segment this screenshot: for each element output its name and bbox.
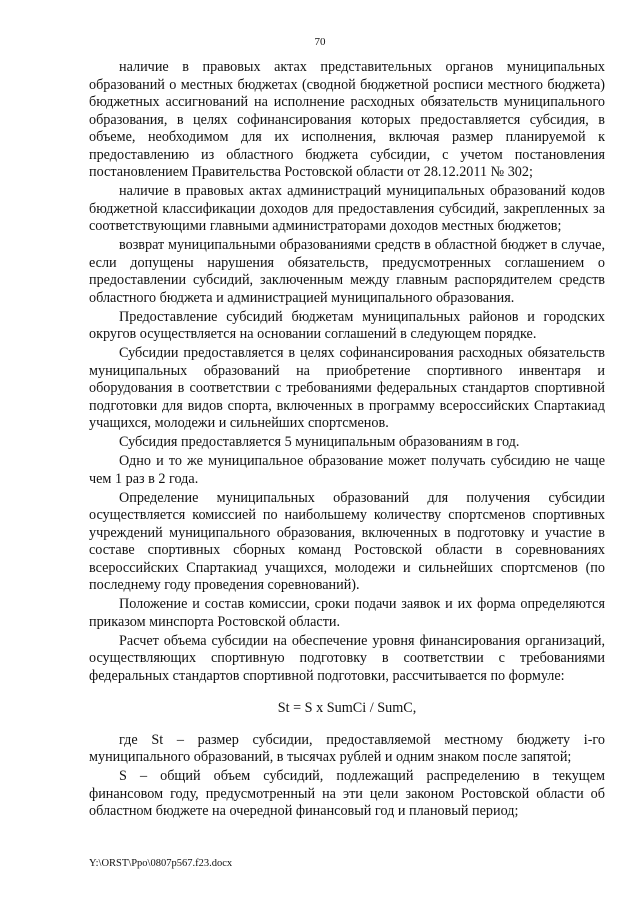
paragraph-subsidy-frequency: Одно и то же муниципальное образование может получать субсидию не чаще чем 1 раз в 2 года. bbox=[89, 453, 605, 487]
paragraph-budget-allocations: наличие в правовых актах представительных органов муниципальных образований о местных бюджетах (сводной бюджетной росписи местного бюджета) бюджетных ассигнований на исполнение расходных обязательств муниципального образования, в целях софинансирования которых предоставляется субсидия, в объеме, необходимом для их исполнения, включая размер планируемой к предоставлению из областного бюджета субсидии, с учетом постановления постановлением Правительства Ростовской области от 28.12.2011 № 302; bbox=[89, 59, 605, 180]
formula: St = S x SumCi / SumC, bbox=[277, 700, 417, 716]
paragraph-commission-selection: Определение муниципальных образований для получения субсидии осуществляется комиссией по наибольшему количеству спортсменов спортивных учреждений муниципального образования, включенных в подготовку и участие в составе спортивных сборных команд Ростовской области в соревнованиях всероссийских Спартакиад учащихся, молодежи и сильнейших спортсменов (по последнему году проведения соревнований). bbox=[89, 489, 605, 593]
paragraph-funds-return: возврат муниципальными образованиями средств в областной бюджет в случае, если допущены нарушения обязательств, предусмотренных соглашением о предоставлении субсидий, заключенным между главным распорядителем средств областного бюджета и администрацией муниципального образования. bbox=[89, 237, 605, 306]
paragraph-subsidy-count: Субсидия предоставляется 5 муниципальным образованиям в год. bbox=[119, 434, 520, 450]
paragraph-subsidy-agreements: Предоставление субсидий бюджетам муниципальных районов и городских округов осуществляется на основании соглашений в следующем порядке. bbox=[89, 308, 605, 342]
paragraph-subsidy-purpose: Субсидии предоставляется в целях софинансирования расходных обязательств муниципальных образований на приобретение спортивного инвентаря и оборудования в соответствии с требованиями федеральных стандартов спортивной подготовки для видов спорта, включенных в программу всероссийских Спартакиад учащихся, молодежи и сильнейших спортсменов. bbox=[89, 345, 605, 431]
paragraph-commission-regulation: Положение и состав комиссии, сроки подачи заявок и их форма определяются приказом минспорта Ростовской области. bbox=[89, 596, 605, 630]
document-body bbox=[89, 59, 605, 822]
page-number: 70 bbox=[314, 36, 326, 48]
paragraph-classification-codes: наличие в правовых актах администраций муниципальных образований кодов бюджетной классификации доходов для предоставления субсидий, закрепленных за соответствующими главными администраторами доходов местных бюджетов; bbox=[89, 183, 605, 234]
definition-s: S – общий объем субсидий, подлежащий распределению в текущем финансовом году, предусмотренный на эти цели законом Ростовской области об областном бюджете на очередной финансовый год и плановый период; bbox=[89, 768, 605, 819]
definition-st: где St – размер субсидии, предоставляемой местному бюджету i-го муниципального образований, в тысячах рублей и одним знаком после запятой; bbox=[89, 731, 605, 765]
footer-file-path: Y:\ORST\Ppo\0807p567.f23.docx bbox=[89, 858, 233, 869]
paragraph-calculation-intro: Расчет объема субсидии на обеспечение уровня финансирования организаций, осуществляющих спортивную подготовку в соответствии с требованиями федеральных стандартов спортивной подготовки, рассчитывается по формуле: bbox=[89, 632, 605, 684]
